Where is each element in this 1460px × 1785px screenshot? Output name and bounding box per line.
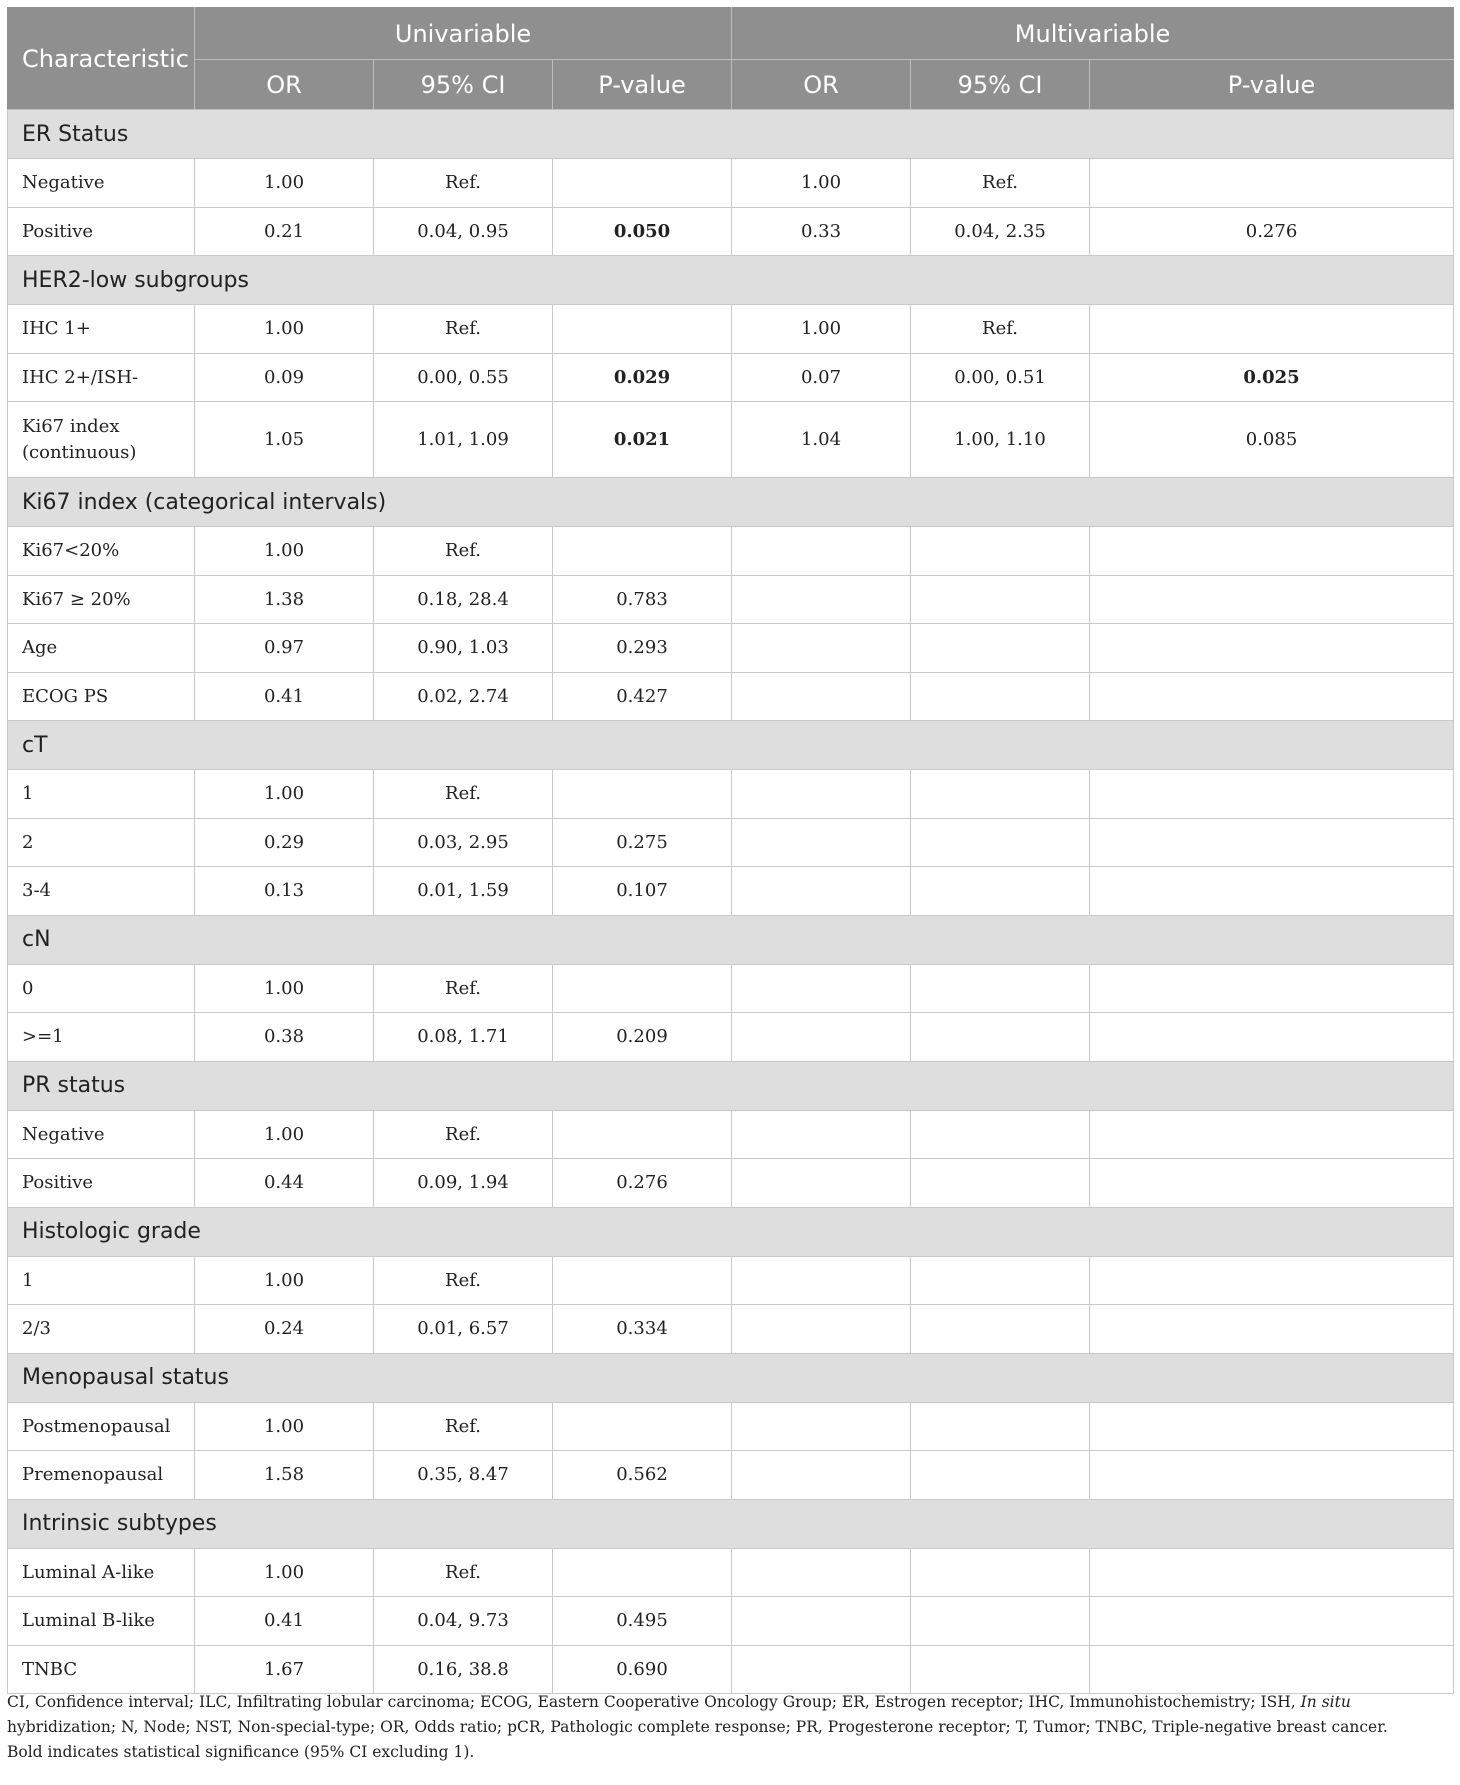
- cell-univariable-ci: Ref.: [374, 1110, 553, 1159]
- cell-multivariable-pvalue: 0.276: [1090, 207, 1454, 256]
- section-title: HER2-low subgroups: [8, 256, 1454, 305]
- cell-univariable-or: 0.13: [195, 867, 374, 916]
- cell-univariable-pvalue: [553, 159, 732, 208]
- cell-univariable-pvalue: 0.209: [553, 1013, 732, 1062]
- cell-multivariable-or: 0.33: [732, 207, 911, 256]
- cell-univariable-ci: Ref.: [374, 1402, 553, 1451]
- cell-multivariable-or: [732, 1402, 911, 1451]
- footnote-abbreviations: [7, 1690, 1453, 1740]
- cell-univariable-or: 1.00: [195, 527, 374, 576]
- cell-multivariable-pvalue: [1090, 770, 1454, 819]
- table-row: [8, 818, 1454, 867]
- header-characteristic: Characteristic: [8, 8, 195, 110]
- cell-multivariable-ci: [911, 624, 1090, 673]
- cell-multivariable-ci: 1.00, 1.10: [911, 402, 1090, 478]
- cell-univariable-ci: 0.08, 1.71: [374, 1013, 553, 1062]
- row-label: 1: [8, 1256, 195, 1305]
- header-univariable-pvalue: P-value: [553, 60, 732, 110]
- cell-multivariable-ci: [911, 818, 1090, 867]
- cell-univariable-ci: 0.16, 38.8: [374, 1645, 553, 1694]
- cell-multivariable-or: [732, 867, 911, 916]
- cell-univariable-ci: 0.02, 2.74: [374, 672, 553, 721]
- cell-multivariable-or: [732, 575, 911, 624]
- section-title: Ki67 index (categorical intervals): [8, 478, 1454, 527]
- cell-univariable-or: 0.38: [195, 1013, 374, 1062]
- cell-univariable-or: 1.00: [195, 1402, 374, 1451]
- cell-multivariable-pvalue: 0.085: [1090, 402, 1454, 478]
- cell-multivariable-ci: 0.00, 0.51: [911, 353, 1090, 402]
- cell-univariable-pvalue: 0.050: [553, 207, 732, 256]
- cell-multivariable-ci: [911, 1597, 1090, 1646]
- cell-univariable-pvalue: [553, 1110, 732, 1159]
- footnote-abbrev-italic: In situ: [1300, 1693, 1351, 1711]
- row-label: [8, 402, 195, 478]
- cell-univariable-or: 1.00: [195, 1256, 374, 1305]
- cell-multivariable-pvalue: [1090, 964, 1454, 1013]
- cell-multivariable-pvalue: [1090, 1548, 1454, 1597]
- cell-univariable-ci: 0.90, 1.03: [374, 624, 553, 673]
- row-label: Positive: [8, 207, 195, 256]
- section-title: ER Status: [8, 110, 1454, 159]
- footnote-abbrev-part2: hybridization; N, Node; NST, Non-special-type; OR, Odds ratio; pCR, Pathologic complete response; PR, Progesterone receptor; T, Tumor; TNBC, Triple-negative breast cancer.: [7, 1718, 1388, 1736]
- row-label: Age: [8, 624, 195, 673]
- table-row: [8, 624, 1454, 673]
- cell-multivariable-ci: [911, 1256, 1090, 1305]
- cell-multivariable-pvalue: [1090, 867, 1454, 916]
- section-title: Histologic grade: [8, 1207, 1454, 1256]
- row-label-line: (continuous): [22, 441, 137, 463]
- cell-multivariable-pvalue: [1090, 672, 1454, 721]
- table-row: [8, 672, 1454, 721]
- section-header-row: [8, 110, 1454, 159]
- table-row: [8, 1451, 1454, 1500]
- cell-univariable-ci: 0.35, 8.47: [374, 1451, 553, 1500]
- cell-multivariable-or: 1.00: [732, 305, 911, 354]
- cell-multivariable-or: [732, 1597, 911, 1646]
- footnote-abbrev-part1: CI, Confidence interval; ILC, Infiltrating lobular carcinoma; ECOG, Eastern Cooperative Oncology Group; ER, Estrogen receptor; IHC, Immunohistochemistry; ISH,: [7, 1693, 1301, 1711]
- cell-univariable-or: 0.97: [195, 624, 374, 673]
- cell-univariable-or: 1.05: [195, 402, 374, 478]
- cell-univariable-ci: 1.01, 1.09: [374, 402, 553, 478]
- cell-univariable-or: 1.00: [195, 1548, 374, 1597]
- cell-multivariable-or: 1.04: [732, 402, 911, 478]
- cell-univariable-ci: 0.00, 0.55: [374, 353, 553, 402]
- cell-multivariable-ci: [911, 1305, 1090, 1354]
- cell-univariable-ci: 0.04, 9.73: [374, 1597, 553, 1646]
- row-label: Ki67 ≥ 20%: [8, 575, 195, 624]
- cell-univariable-pvalue: 0.495: [553, 1597, 732, 1646]
- cell-multivariable-or: [732, 770, 911, 819]
- cell-univariable-ci: Ref.: [374, 770, 553, 819]
- cell-multivariable-ci: [911, 1013, 1090, 1062]
- cell-univariable-pvalue: 0.276: [553, 1159, 732, 1208]
- cell-univariable-or: 0.24: [195, 1305, 374, 1354]
- cell-univariable-or: 1.58: [195, 1451, 374, 1500]
- cell-multivariable-pvalue: [1090, 1645, 1454, 1694]
- cell-multivariable-or: [732, 818, 911, 867]
- row-label: Ki67<20%: [8, 527, 195, 576]
- table-row: [8, 305, 1454, 354]
- cell-univariable-pvalue: 0.334: [553, 1305, 732, 1354]
- footnote-bold-note: Bold indicates statistical significance (95% CI excluding 1).: [7, 1743, 475, 1761]
- table-row: [8, 1013, 1454, 1062]
- section-header-row: [8, 721, 1454, 770]
- cell-multivariable-or: [732, 1256, 911, 1305]
- section-header-row: [8, 1353, 1454, 1402]
- table-row: [8, 575, 1454, 624]
- table-body: [8, 110, 1454, 1694]
- table-row: [8, 1159, 1454, 1208]
- header-multivariable-or: OR: [732, 60, 911, 110]
- section-title: cT: [8, 721, 1454, 770]
- cell-multivariable-ci: [911, 1110, 1090, 1159]
- section-header-row: [8, 256, 1454, 305]
- cell-multivariable-ci: Ref.: [911, 305, 1090, 354]
- cell-multivariable-pvalue: [1090, 305, 1454, 354]
- cell-multivariable-pvalue: [1090, 818, 1454, 867]
- cell-multivariable-pvalue: 0.025: [1090, 353, 1454, 402]
- section-header-row: [8, 915, 1454, 964]
- cell-univariable-ci: 0.18, 28.4: [374, 575, 553, 624]
- cell-univariable-pvalue: [553, 305, 732, 354]
- table-row: [8, 1256, 1454, 1305]
- cell-multivariable-ci: [911, 1402, 1090, 1451]
- table-row: [8, 964, 1454, 1013]
- table-row: [8, 770, 1454, 819]
- cell-univariable-or: 1.38: [195, 575, 374, 624]
- cell-univariable-ci: Ref.: [374, 1548, 553, 1597]
- cell-univariable-ci: 0.01, 6.57: [374, 1305, 553, 1354]
- section-title: PR status: [8, 1061, 1454, 1110]
- cell-multivariable-ci: [911, 964, 1090, 1013]
- cell-univariable-pvalue: 0.690: [553, 1645, 732, 1694]
- cell-multivariable-pvalue: [1090, 527, 1454, 576]
- cell-univariable-pvalue: [553, 1548, 732, 1597]
- cell-multivariable-ci: [911, 1645, 1090, 1694]
- regression-table-container: [7, 7, 1453, 1694]
- cell-univariable-pvalue: 0.562: [553, 1451, 732, 1500]
- row-label: IHC 2+/ISH-: [8, 353, 195, 402]
- cell-univariable-or: 0.09: [195, 353, 374, 402]
- row-label: 2/3: [8, 1305, 195, 1354]
- cell-multivariable-ci: [911, 770, 1090, 819]
- cell-univariable-or: 0.41: [195, 1597, 374, 1646]
- cell-multivariable-ci: [911, 1451, 1090, 1500]
- cell-multivariable-ci: [911, 867, 1090, 916]
- header-univariable-ci: 95% CI: [374, 60, 553, 110]
- cell-univariable-ci: Ref.: [374, 527, 553, 576]
- table-row: [8, 353, 1454, 402]
- cell-univariable-ci: Ref.: [374, 964, 553, 1013]
- cell-univariable-pvalue: [553, 1256, 732, 1305]
- cell-multivariable-or: [732, 672, 911, 721]
- cell-univariable-ci: Ref.: [374, 1256, 553, 1305]
- cell-univariable-pvalue: 0.275: [553, 818, 732, 867]
- table-row: [8, 1305, 1454, 1354]
- table-row: [8, 1645, 1454, 1694]
- cell-univariable-pvalue: [553, 770, 732, 819]
- cell-multivariable-pvalue: [1090, 1597, 1454, 1646]
- cell-multivariable-pvalue: [1090, 159, 1454, 208]
- row-label: Negative: [8, 159, 195, 208]
- cell-multivariable-or: [732, 1548, 911, 1597]
- cell-multivariable-ci: [911, 672, 1090, 721]
- header-univariable-or: OR: [195, 60, 374, 110]
- cell-multivariable-pvalue: [1090, 1305, 1454, 1354]
- row-label: Positive: [8, 1159, 195, 1208]
- cell-univariable-pvalue: [553, 964, 732, 1013]
- cell-univariable-or: 1.00: [195, 770, 374, 819]
- cell-univariable-or: 0.29: [195, 818, 374, 867]
- row-label: 0: [8, 964, 195, 1013]
- cell-univariable-or: 0.44: [195, 1159, 374, 1208]
- header-multivariable: Multivariable: [732, 8, 1454, 60]
- cell-multivariable-pvalue: [1090, 575, 1454, 624]
- cell-univariable-pvalue: [553, 1402, 732, 1451]
- section-title: Menopausal status: [8, 1353, 1454, 1402]
- cell-univariable-ci: 0.01, 1.59: [374, 867, 553, 916]
- row-label-line: Ki67 index: [22, 415, 120, 437]
- table-row: [8, 159, 1454, 208]
- cell-multivariable-or: 1.00: [732, 159, 911, 208]
- cell-univariable-pvalue: 0.021: [553, 402, 732, 478]
- row-label: TNBC: [8, 1645, 195, 1694]
- cell-multivariable-ci: [911, 1548, 1090, 1597]
- table-row: [8, 1597, 1454, 1646]
- cell-multivariable-ci: 0.04, 2.35: [911, 207, 1090, 256]
- row-label: Luminal B-like: [8, 1597, 195, 1646]
- table-row: [8, 402, 1454, 478]
- cell-univariable-ci: 0.09, 1.94: [374, 1159, 553, 1208]
- header-multivariable-ci: 95% CI: [911, 60, 1090, 110]
- cell-univariable-ci: 0.03, 2.95: [374, 818, 553, 867]
- cell-multivariable-ci: Ref.: [911, 159, 1090, 208]
- cell-univariable-pvalue: 0.783: [553, 575, 732, 624]
- cell-multivariable-or: [732, 964, 911, 1013]
- row-label: Negative: [8, 1110, 195, 1159]
- table-row: [8, 1110, 1454, 1159]
- cell-univariable-pvalue: 0.107: [553, 867, 732, 916]
- cell-multivariable-pvalue: [1090, 1451, 1454, 1500]
- header-multivariable-pvalue: P-value: [1090, 60, 1454, 110]
- row-label: 3-4: [8, 867, 195, 916]
- cell-multivariable-or: 0.07: [732, 353, 911, 402]
- row-label: ECOG PS: [8, 672, 195, 721]
- cell-univariable-pvalue: 0.293: [553, 624, 732, 673]
- table-row: [8, 527, 1454, 576]
- header-univariable: Univariable: [195, 8, 732, 60]
- cell-multivariable-pvalue: [1090, 1256, 1454, 1305]
- cell-univariable-ci: Ref.: [374, 159, 553, 208]
- cell-multivariable-pvalue: [1090, 1110, 1454, 1159]
- table-row: [8, 207, 1454, 256]
- regression-table: [7, 7, 1454, 1694]
- row-label: 2: [8, 818, 195, 867]
- section-title: Intrinsic subtypes: [8, 1499, 1454, 1548]
- section-header-row: [8, 1499, 1454, 1548]
- cell-multivariable-pvalue: [1090, 624, 1454, 673]
- section-header-row: [8, 478, 1454, 527]
- cell-univariable-pvalue: 0.029: [553, 353, 732, 402]
- cell-multivariable-ci: [911, 527, 1090, 576]
- table-row: [8, 1402, 1454, 1451]
- row-label: >=1: [8, 1013, 195, 1062]
- table-header: [8, 8, 1454, 110]
- cell-univariable-or: 1.00: [195, 159, 374, 208]
- cell-univariable-pvalue: 0.427: [553, 672, 732, 721]
- row-label: Postmenopausal: [8, 1402, 195, 1451]
- cell-multivariable-or: [732, 1110, 911, 1159]
- cell-multivariable-or: [732, 624, 911, 673]
- cell-univariable-or: 1.67: [195, 1645, 374, 1694]
- cell-univariable-or: 1.00: [195, 1110, 374, 1159]
- cell-univariable-or: 1.00: [195, 305, 374, 354]
- row-label: Premenopausal: [8, 1451, 195, 1500]
- cell-multivariable-or: [732, 1159, 911, 1208]
- cell-multivariable-or: [732, 1451, 911, 1500]
- cell-multivariable-or: [732, 1013, 911, 1062]
- section-header-row: [8, 1061, 1454, 1110]
- section-title: cN: [8, 915, 1454, 964]
- cell-multivariable-or: [732, 1645, 911, 1694]
- table-footnote: [7, 1690, 1453, 1765]
- row-label: 1: [8, 770, 195, 819]
- cell-multivariable-pvalue: [1090, 1159, 1454, 1208]
- table-row: [8, 867, 1454, 916]
- section-header-row: [8, 1207, 1454, 1256]
- cell-univariable-ci: Ref.: [374, 305, 553, 354]
- cell-multivariable-or: [732, 527, 911, 576]
- cell-univariable-or: 1.00: [195, 964, 374, 1013]
- cell-univariable-pvalue: [553, 527, 732, 576]
- cell-multivariable-or: [732, 1305, 911, 1354]
- cell-univariable-ci: 0.04, 0.95: [374, 207, 553, 256]
- cell-multivariable-ci: [911, 1159, 1090, 1208]
- cell-univariable-or: 0.41: [195, 672, 374, 721]
- row-label: Luminal A-like: [8, 1548, 195, 1597]
- row-label: IHC 1+: [8, 305, 195, 354]
- cell-multivariable-pvalue: [1090, 1402, 1454, 1451]
- cell-univariable-or: 0.21: [195, 207, 374, 256]
- table-row: [8, 1548, 1454, 1597]
- cell-multivariable-pvalue: [1090, 1013, 1454, 1062]
- cell-multivariable-ci: [911, 575, 1090, 624]
